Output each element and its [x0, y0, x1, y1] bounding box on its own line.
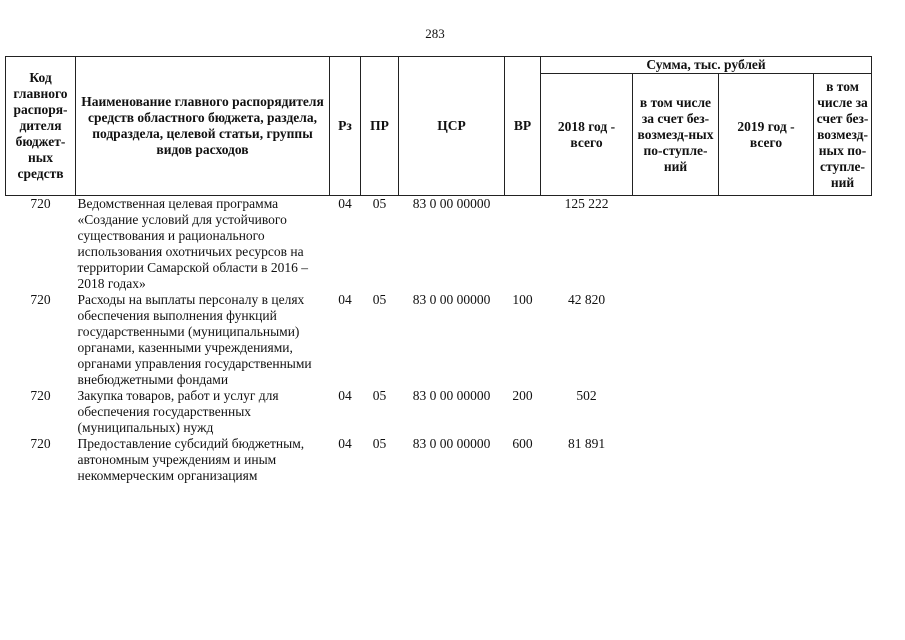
row-code: 720: [30, 196, 51, 211]
row-sum-2018: 502: [576, 388, 597, 403]
row-sum-2019: [719, 292, 814, 388]
row-sum-2018: 125 222: [564, 196, 609, 211]
row-sum-2018: 81 891: [567, 436, 606, 451]
row-sum-2019: [719, 388, 814, 436]
row-code: 720: [30, 388, 51, 403]
row-free-2018: [633, 436, 719, 484]
row-csr: 83 0 00 00000: [412, 292, 491, 307]
header-sum-group: Сумма, тыс. рублей: [541, 57, 872, 74]
row-csr: 83 0 00 00000: [412, 196, 491, 211]
table-row: [6, 196, 872, 293]
header-vr: ВР: [505, 57, 541, 196]
header-code: Код главного распоря-дителя бюджет-ных средств: [6, 57, 76, 196]
header-2018-free: в том числе за счет без-возмезд-ных по-ступле-ний: [633, 74, 719, 196]
row-vr: [505, 196, 541, 293]
row-free-2018: [633, 388, 719, 436]
row-rz: 04: [338, 196, 352, 211]
row-free-2019: [814, 388, 872, 436]
header-rz: Рз: [330, 57, 361, 196]
row-rz: 04: [338, 292, 352, 307]
row-vr: 100: [512, 292, 533, 307]
header-name: Наименование главного распорядителя средств областного бюджета, раздела, подраздела, целевой статьи, группы видов расходов: [76, 57, 330, 196]
row-pr: 05: [372, 436, 387, 451]
row-name: Расходы на выплаты персоналу в целях обеспечения выполнения функций государственными (муниципальными) органами, казенными учреждениями, органами управления государственными внебюджетными фондами: [77, 292, 312, 387]
row-free-2019: [814, 196, 872, 293]
row-free-2018: [633, 292, 719, 388]
row-pr: 05: [372, 196, 387, 211]
row-pr: 05: [372, 388, 387, 403]
row-code: 720: [30, 436, 51, 451]
header-pr: ПР: [361, 57, 399, 196]
row-csr: 83 0 00 00000: [412, 388, 491, 403]
table-row: [6, 292, 872, 388]
header-csr: ЦСР: [399, 57, 505, 196]
page-number: 283: [425, 26, 445, 41]
row-free-2018: [633, 196, 719, 293]
row-name: Закупка товаров, работ и услуг для обеспечения государственных (муниципальных) нужд: [77, 388, 279, 435]
table-row: [6, 436, 872, 484]
row-vr: 600: [512, 436, 533, 451]
row-code: 720: [30, 292, 51, 307]
row-sum-2019: [719, 196, 814, 293]
row-free-2019: [814, 292, 872, 388]
row-rz: 04: [338, 436, 352, 451]
table-body: [6, 196, 872, 485]
header-2019-total: 2019 год - всего: [719, 74, 814, 196]
table-header: [6, 57, 872, 196]
row-pr: 05: [372, 292, 387, 307]
row-sum-2018: 42 820: [567, 292, 606, 307]
row-sum-2019: [719, 436, 814, 484]
row-vr: 200: [512, 388, 533, 403]
header-2019-free: в том числе за счет без-возмезд-ных по-ступле-ний: [814, 74, 872, 196]
row-name: Ведомственная целевая программа «Создание условий для устойчивого существования и рационального использования охотничьих ресурсов на территории Самарской области в 2016 – 2018 годах»: [77, 196, 308, 291]
row-name: Предоставление субсидий бюджетным, автономным учреждениям и иным некоммерческим организациям: [77, 436, 305, 483]
row-rz: 04: [338, 388, 352, 403]
budget-table: [5, 56, 872, 484]
header-2018-total: 2018 год - всего: [541, 74, 633, 196]
row-free-2019: [814, 436, 872, 484]
row-csr: 83 0 00 00000: [412, 436, 491, 451]
table-row: [6, 388, 872, 436]
